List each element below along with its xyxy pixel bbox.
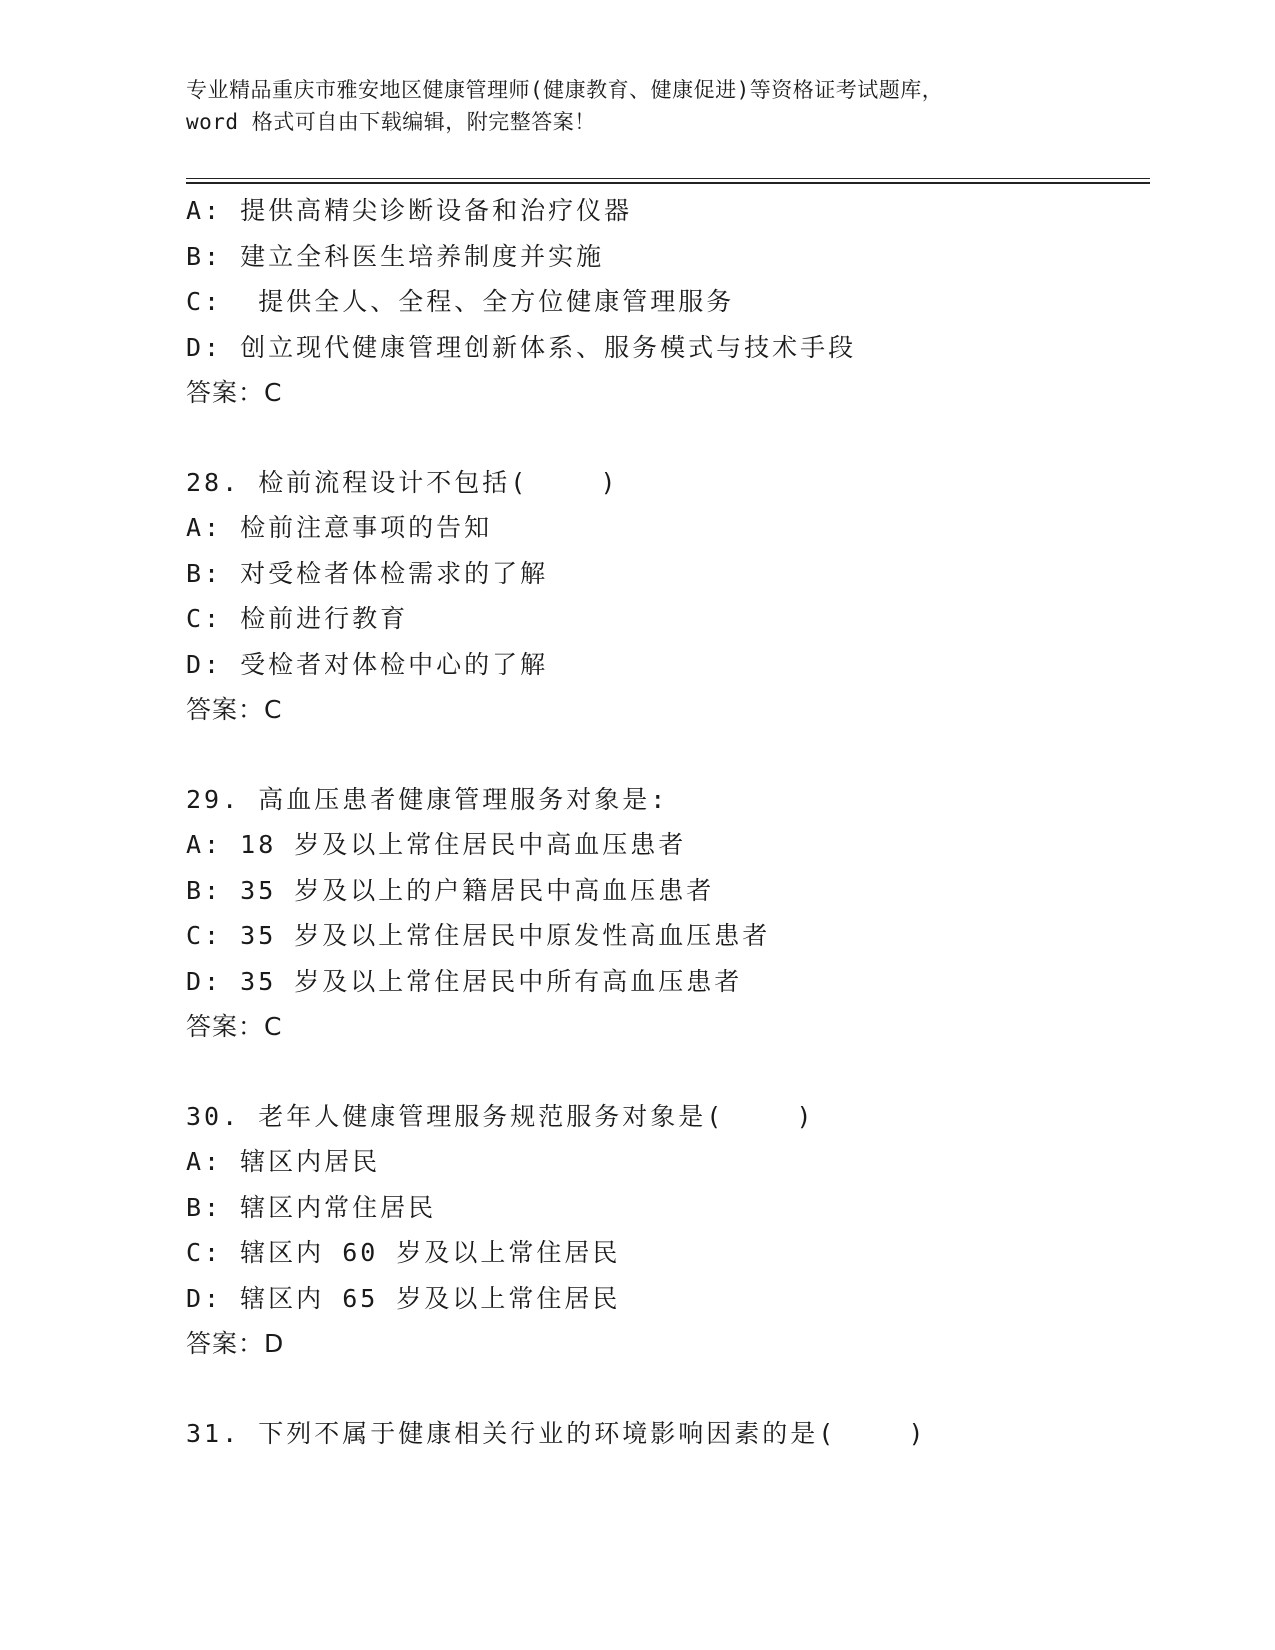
spacer (186, 1367, 1146, 1411)
option-d: D: 受检者对体检中心的了解 (186, 649, 549, 679)
document-header (186, 74, 1146, 138)
option-c: C: 辖区内 60 岁及以上常住居民 (186, 1238, 621, 1267)
question-31 (186, 1411, 1146, 1457)
question-29 (186, 777, 1146, 1050)
option-d: D: 辖区内 65 岁及以上常住居民 (186, 1283, 621, 1313)
header-line-2: word 格式可自由下载编辑，附完整答案！ (186, 110, 596, 134)
question-27 (186, 188, 1146, 416)
question-text: 28. 检前流程设计不包括( ) (186, 467, 619, 497)
answer: 答案：C (186, 378, 283, 407)
spacer (186, 416, 1146, 460)
spacer (186, 1050, 1146, 1094)
header-line-1: 专业精品重庆市雅安地区健康管理师(健康教育、健康促进)等资格证考试题库， (186, 78, 944, 102)
question-30 (186, 1094, 1146, 1367)
option-b: B: 辖区内常住居民 (186, 1192, 437, 1222)
answer: 答案：D (186, 1329, 285, 1358)
header-divider-thick (186, 182, 1150, 184)
option-a: A: 提供高精尖诊断设备和治疗仪器 (186, 196, 633, 225)
header-divider-thin (186, 178, 1150, 179)
option-b: B: 对受检者体检需求的了解 (186, 558, 549, 588)
question-text: 31. 下列不属于健康相关行业的环境影响因素的是( ) (186, 1418, 927, 1448)
option-c: C: 35 岁及以上常住居民中原发性高血压患者 (186, 921, 771, 950)
option-b: B: 35 岁及以上的户籍居民中高血压患者 (186, 875, 715, 905)
option-d: D: 35 岁及以上常住居民中所有高血压患者 (186, 966, 743, 996)
question-text: 30. 老年人健康管理服务规范服务对象是( ) (186, 1101, 815, 1131)
question-28 (186, 460, 1146, 733)
answer: 答案：C (186, 1012, 283, 1041)
question-list (186, 188, 1146, 1456)
spacer (186, 733, 1146, 777)
option-b: B: 建立全科医生培养制度并实施 (186, 241, 605, 271)
option-d: D: 创立现代健康管理创新体系、服务模式与技术手段 (186, 332, 857, 362)
option-c: C: 提供全人、全程、全方位健康管理服务 (186, 287, 735, 316)
question-text: 29. 高血压患者健康管理服务对象是: (186, 784, 669, 814)
option-a: A: 检前注意事项的告知 (186, 513, 493, 542)
option-a: A: 辖区内居民 (186, 1147, 381, 1176)
answer: 答案：C (186, 695, 283, 724)
option-c: C: 检前进行教育 (186, 604, 409, 633)
option-a: A: 18 岁及以上常住居民中高血压患者 (186, 830, 687, 859)
